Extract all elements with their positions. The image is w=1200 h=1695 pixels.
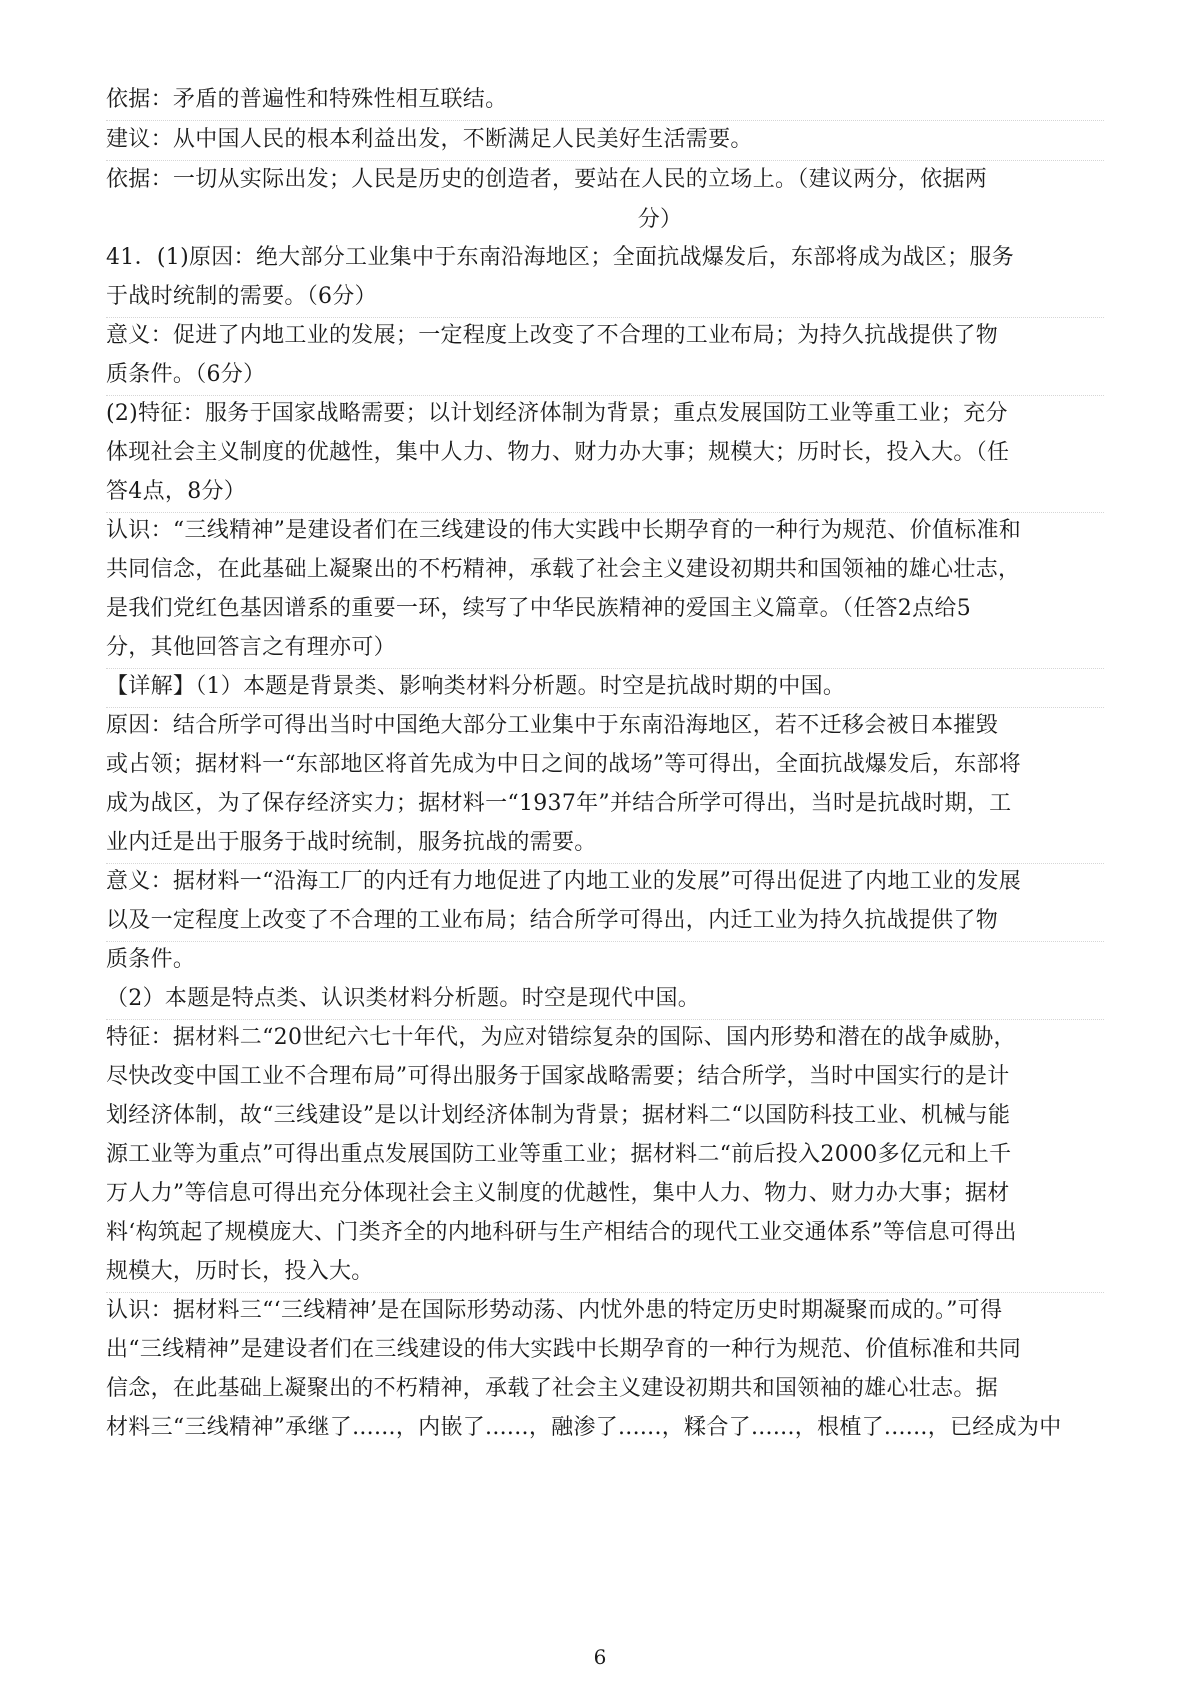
text-line: 认识：“三线精神”是建设者们在三线建设的伟大实践中长期孕育的一种行为规范、价值标准和 — [106, 518, 1022, 543]
text-line: 认识：据材料三“‘三线精神’是在国际形势动荡、内忧外患的特定历史时期凝聚而成的。”可得 — [106, 1298, 1003, 1323]
text-line: 料‘构筑起了规模庞大、门类齐全的内地科研与生产相结合的现代工业交通体系”等信息可得出 — [106, 1220, 1017, 1245]
text-line: 41．(1)原因：绝大部分工业集中于东南沿海地区；全面抗战爆发后，东部将成为战区；服务 — [106, 245, 1015, 270]
text-line: 意义：促进了内地工业的发展；一定程度上改变了不合理的工业布局；为持久抗战提供了物 — [106, 323, 999, 348]
text-line: 共同信念，在此基础上凝聚出的不朽精神，承载了社会主义建设初期共和国领袖的雄心壮志， — [106, 557, 1021, 582]
text-line: 分） — [637, 207, 683, 232]
text-line: 万人力”等信息可得出充分体现社会主义制度的优越性，集中人力、物力、财力办大事；据材 — [106, 1181, 1010, 1206]
dotted-divider — [106, 707, 1104, 708]
text-line: 规模大，历时长，投入大。 — [106, 1259, 374, 1284]
text-line: 依据：一切从实际出发；人民是历史的创造者，要站在人民的立场上。（建议两分，依据两 — [106, 167, 988, 192]
page-number: 6 — [593, 1645, 607, 1669]
dotted-divider — [106, 1292, 1104, 1293]
text-line: 于战时统制的需要。（6分） — [106, 284, 377, 309]
dotted-divider — [106, 160, 1104, 161]
text-line: 或占领；据材料一“东部地区将首先成为中日之间的战场”等可得出，全面抗战爆发后，东部将 — [106, 752, 1022, 777]
dotted-divider — [106, 512, 1104, 513]
text-line: 出“三线精神”是建设者们在三线建设的伟大实践中长期孕育的一种行为规范、价值标准和共同 — [106, 1337, 1022, 1362]
text-line: 源工业等为重点”可得出重点发展国防工业等重工业；据材料二“前后投入2000多亿元和上千 — [106, 1142, 1012, 1167]
text-line: 体现社会主义制度的优越性，集中人力、物力、财力办大事；规模大；历时长，投入大。（任 — [106, 440, 1010, 465]
text-line: 建议：从中国人民的根本利益出发，不断满足人民美好生活需要。 — [106, 127, 753, 152]
text-line: 分，其他回答言之有理亦可） — [106, 635, 396, 660]
text-line: 质条件。（6分） — [106, 362, 266, 387]
text-line: （2）本题是特点类、认识类材料分析题。时空是现代中国。 — [106, 986, 701, 1011]
text-line: (2)特征：服务于国家战略需要；以计划经济体制为背景；重点发展国防工业等重工业；充分 — [106, 401, 1008, 426]
text-line: 划经济体制，故“三线建设”是以计划经济体制为背景；据材料二“以国防科技工业、机械与能 — [106, 1103, 1011, 1128]
text-line: 答4点，8分） — [106, 479, 247, 504]
text-line: 以及一定程度上改变了不合理的工业布局；结合所学可得出，内迁工业为持久抗战提供了物 — [106, 908, 999, 933]
text-line: 意义：据材料一“沿海工厂的内迁有力地促进了内地工业的发展”可得出促进了内地工业的发展 — [106, 869, 1022, 894]
dotted-divider — [106, 941, 1104, 942]
text-line: 材料三“三线精神”承继了......，内嵌了......，融渗了......，糅合了......，根植了......，已经成为中 — [106, 1415, 1062, 1440]
text-line: 依据：矛盾的普遍性和特殊性相互联结。 — [106, 87, 508, 112]
section-heading-line: 【详解】（1）本题是背景类、影响类材料分析题。时空是抗战时期的中国。 — [106, 674, 846, 699]
dotted-divider — [106, 668, 1104, 669]
dotted-divider — [106, 1019, 1104, 1020]
text-line: 尽快改变中国工业不合理布局”可得出服务于国家战略需要；结合所学，当时中国实行的是计 — [106, 1064, 1010, 1089]
text-line: 信念，在此基础上凝聚出的不朽精神，承载了社会主义建设初期共和国领袖的雄心壮志。据 — [106, 1376, 999, 1401]
text-line: 质条件。 — [106, 947, 196, 972]
text-line: 成为战区，为了保存经济实力；据材料一“1937年”并结合所学可得出，当时是抗战时期，工 — [106, 791, 1012, 816]
text-line: 特征：据材料二“20世纪六七十年代，为应对错综复杂的国际、国内形势和潜在的战争威胁， — [106, 1025, 1016, 1050]
text-line: 业内迁是出于服务于战时统制，服务抗战的需要。 — [106, 830, 597, 855]
text-line: 是我们党红色基因谱系的重要一环，续写了中华民族精神的爱国主义篇章。（任答2点给5 — [106, 596, 971, 621]
dotted-divider — [106, 120, 1104, 121]
dotted-divider — [106, 863, 1104, 864]
dotted-divider — [106, 395, 1104, 396]
text-line: 原因：结合所学可得出当时中国绝大部分工业集中于东南沿海地区，若不迁移会被日本摧毁 — [106, 713, 999, 738]
dotted-divider — [106, 317, 1104, 318]
